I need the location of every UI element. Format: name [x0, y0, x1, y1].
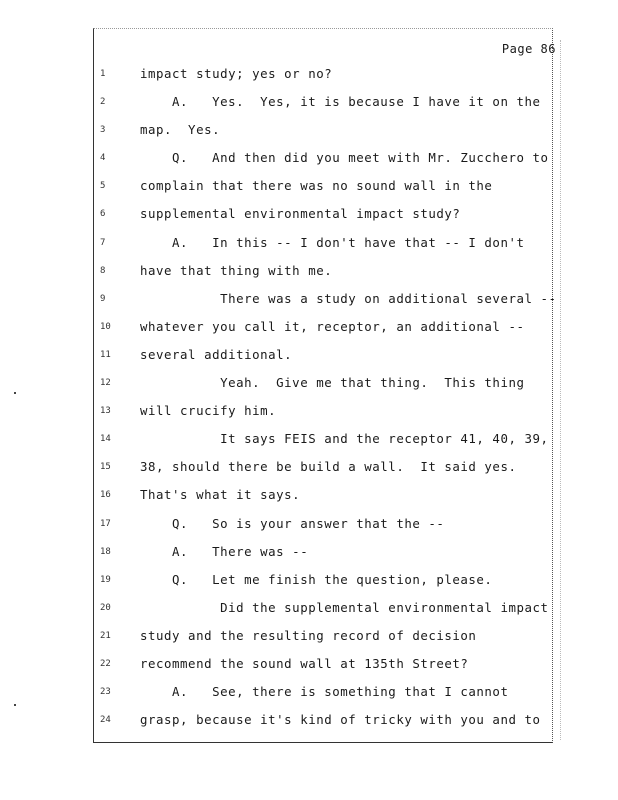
line-number: 5	[100, 181, 106, 192]
line-number: 19	[100, 574, 111, 585]
line-text: Yeah. Give me that thing. This thing	[140, 375, 525, 391]
line-number: 12	[100, 378, 111, 389]
line-text: 38, should there be build a wall. It said yes.	[140, 459, 517, 475]
transcript-line	[100, 144, 550, 172]
line-text: A. See, there is something that I cannot	[140, 684, 509, 700]
transcript-line	[100, 538, 550, 566]
transcript-lines	[100, 60, 557, 734]
transcript-line	[100, 594, 550, 622]
line-text: grasp, because it's kind of tricky with you and to	[140, 712, 541, 728]
transcript-line	[100, 397, 550, 425]
line-number: 2	[100, 97, 106, 108]
transcript-line	[100, 481, 550, 509]
transcript-line	[100, 425, 550, 453]
line-number: 10	[100, 321, 111, 332]
line-text: map. Yes.	[140, 122, 221, 138]
transcript-line	[100, 510, 550, 538]
line-number: 14	[100, 434, 111, 445]
line-text: Q. And then did you meet with Mr. Zucchero to	[140, 150, 549, 166]
line-number: 23	[100, 687, 111, 698]
line-text: will crucify him.	[140, 403, 277, 419]
line-number: 22	[100, 658, 111, 669]
line-number: 13	[100, 406, 111, 417]
line-number: 3	[100, 125, 106, 136]
line-number: 6	[100, 209, 106, 220]
line-text: There was a study on additional several --	[140, 290, 557, 306]
line-number: 9	[100, 293, 106, 304]
transcript-line	[100, 650, 550, 678]
line-number: 15	[100, 462, 111, 473]
line-text: several additional.	[140, 346, 293, 362]
transcript-line	[100, 341, 550, 369]
line-text: That's what it says.	[140, 487, 301, 503]
transcript-line	[100, 229, 550, 257]
line-text: have that thing with me.	[140, 262, 333, 278]
transcript-line	[100, 285, 557, 313]
line-text: study and the resulting record of decision	[140, 627, 477, 643]
scan-speck	[14, 704, 16, 706]
line-number: 8	[100, 265, 106, 276]
line-text: A. There was --	[140, 543, 309, 559]
line-number: 24	[100, 715, 111, 726]
line-text: A. Yes. Yes, it is because I have it on the	[140, 94, 541, 110]
line-number: 17	[100, 518, 111, 529]
line-number: 7	[100, 237, 106, 248]
line-number: 20	[100, 602, 111, 613]
line-number: 11	[100, 349, 111, 360]
line-number: 18	[100, 546, 111, 557]
line-text: Did the supplemental environmental impact	[140, 599, 549, 615]
line-number: 21	[100, 630, 111, 641]
transcript-line	[100, 88, 550, 116]
margin-rule	[560, 40, 562, 740]
line-text: complain that there was no sound wall in the	[140, 178, 493, 194]
transcript-line	[100, 622, 550, 650]
transcript-line	[100, 257, 550, 285]
line-text: recommend the sound wall at 135th Street?	[140, 655, 469, 671]
line-text: supplemental environmental impact study?	[140, 206, 461, 222]
transcript-line	[100, 678, 550, 706]
line-text: It says FEIS and the receptor 41, 40, 39,	[140, 431, 549, 447]
line-number: 4	[100, 153, 106, 164]
transcript-line	[100, 566, 550, 594]
line-number: 16	[100, 490, 111, 501]
line-text: A. In this -- I don't have that -- I don't	[140, 234, 525, 250]
transcript-line	[100, 453, 550, 481]
line-number: 1	[100, 69, 106, 79]
transcript-line	[100, 369, 550, 397]
line-text: whatever you call it, receptor, an additional --	[140, 318, 525, 334]
line-text: Q. Let me finish the question, please.	[140, 571, 493, 587]
transcript-line	[100, 172, 550, 200]
transcript-line	[100, 60, 550, 88]
transcript-line	[100, 706, 550, 734]
scan-speck	[14, 392, 16, 394]
transcript-line	[100, 200, 550, 228]
transcript-line	[100, 313, 550, 341]
line-text: impact study; yes or no?	[140, 66, 333, 81]
line-text: Q. So is your answer that the --	[140, 515, 445, 531]
page-number: Page 86	[501, 42, 556, 56]
transcript-line	[100, 116, 550, 144]
